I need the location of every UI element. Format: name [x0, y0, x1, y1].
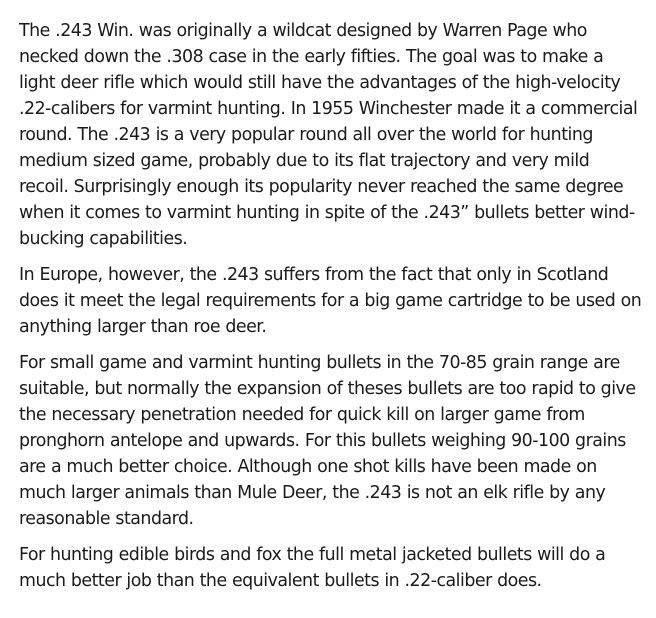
- paragraph-bullet-weights: For small game and varmint hunting bullets in the 70-85 grain range are suitable, but normally the expansion of theses bullets are too rapid to give the necessary penetration needed for quick kill on larger game from pronghorn antelope and upwards. For this bullets weighing 90-100 grains are a much better choice. Although one shot kills have been made on much larger animals than Mule Deer, the .243 is not an elk rifle by any reasonable standard.: [19, 353, 636, 529]
- paragraph-history: The .243 Win. was originally a wildcat designed by Warren Page who necked down the .308 case in the early fifties. The goal was to make a light deer rifle which would still have the advantages of the high-velocity .22-calibers for varmint hunting. In 1955 Winchester made it a commercial round. The .243 is a very popular round all over the world for hunting medium sized game, probably due to its flat trajectory and very mild recoil. Surprisingly enough its popularity never reached the same degree when it comes to varmint hunting in spite of the .243” bullets better wind-bucking capabilities.: [19, 21, 638, 249]
- paragraph-europe: In Europe, however, the .243 suffers from the fact that only in Scotland does it meet the legal requirements for a big game cartridge to be used on anything larger than roe deer.: [19, 265, 642, 337]
- paragraph-birds-fox: For hunting edible birds and fox the full metal jacketed bullets will do a much better job than the equivalent bullets in .22-caliber does.: [19, 545, 606, 591]
- article-body: [19, 18, 643, 594]
